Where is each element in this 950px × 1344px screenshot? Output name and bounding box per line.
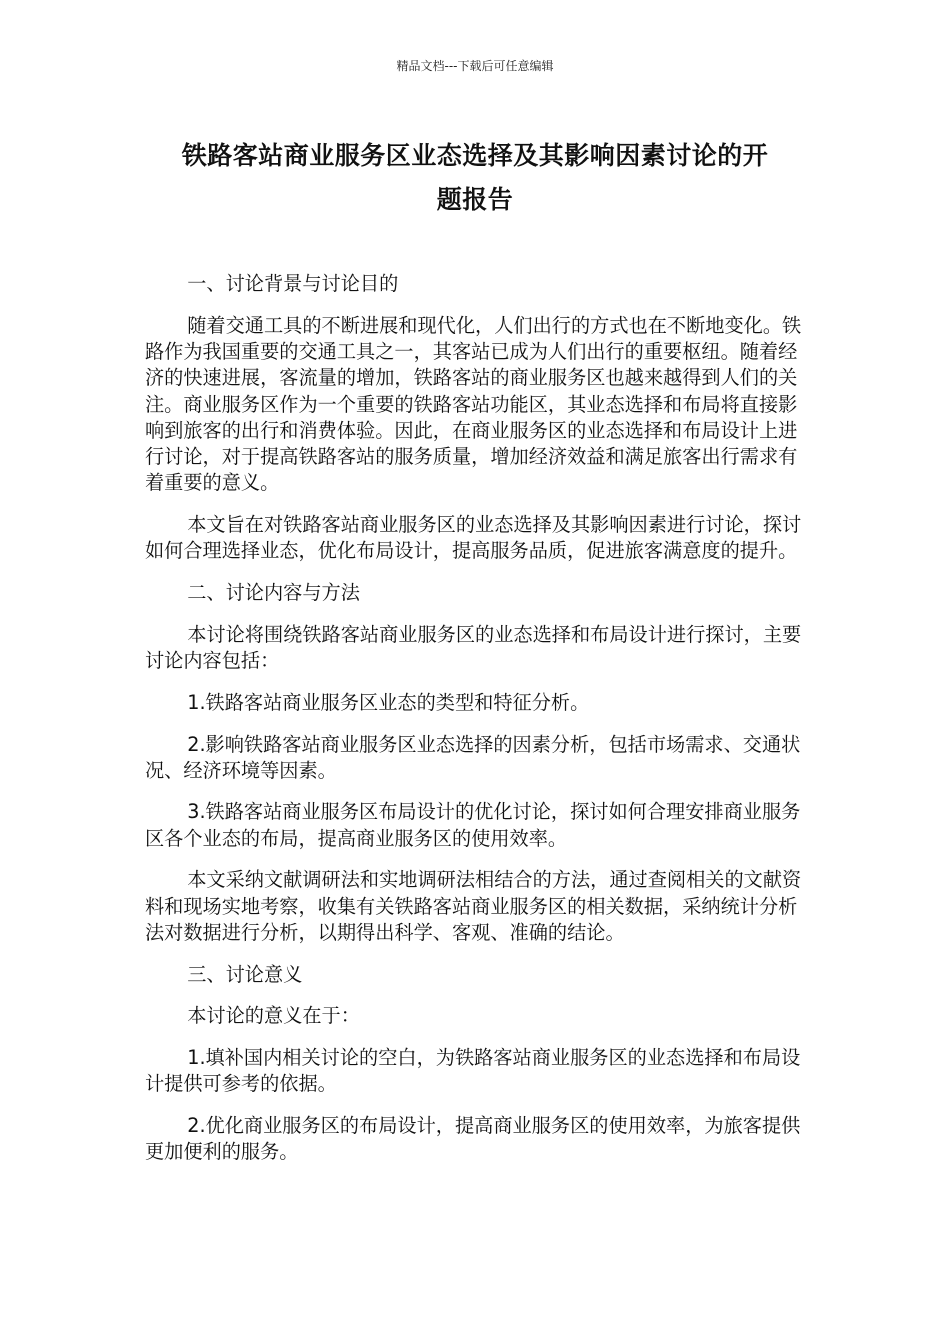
paragraph-significance-intro: 本讨论的意义在于：	[187, 1004, 360, 1028]
paragraph-method: 本文采纳文献调研法和实地调研法相结合的方法，通过查阅相关的文献资料和现场实地考察，收集有关铁路客站商业服务区的相关数据，采纳统计分析法对数据进行分析，以期得出科学、客观、准确的结论。	[145, 868, 802, 945]
list-item-content-3: 3.铁路客站商业服务区布局设计的优化讨论，探讨如何合理安排商业服务区各个业态的布局，提高商业服务区的使用效率。	[145, 800, 801, 850]
document-body	[145, 271, 807, 1181]
page-header: 精品文档---下载后可任意编辑	[396, 59, 554, 73]
section-heading-background: 一、讨论背景与讨论目的	[187, 272, 399, 295]
document-title	[140, 134, 810, 222]
paragraph-background: 随着交通工具的不断进展和现代化，人们出行的方式也在不断地变化。铁路作为我国重要的交通工具之一，其客站已成为人们出行的重要枢纽。随着经济的快速进展，客流量的增加，铁路客站的商业服务区也越来越得到人们的关注。商业服务区作为一个重要的铁路客站功能区，其业态选择和布局将直接影响到旅客的出行和消费体验。因此，在商业服务区的业态选择和布局设计上进行讨论，对于提高铁路客站的服务质量，增加经济效益和满足旅客出行需求有着重要的意义。	[145, 313, 802, 495]
paragraph-purpose: 本文旨在对铁路客站商业服务区的业态选择及其影响因素进行讨论，探讨如何合理选择业态，优化布局设计，提高服务品质，促进旅客满意度的提升。	[145, 513, 802, 563]
title-line-2: 题报告	[436, 185, 514, 214]
list-item-significance-1: 1.填补国内相关讨论的空白，为铁路客站商业服务区的业态选择和布局设计提供可参考的依据。	[145, 1046, 801, 1096]
list-item-content-1: 1.铁路客站商业服务区业态的类型和特征分析。	[187, 690, 590, 714]
paragraph-content-intro: 本讨论将围绕铁路客站商业服务区的业态选择和布局设计进行探讨，主要讨论内容包括：	[145, 622, 802, 673]
title-line-1: 铁路客站商业服务区业态选择及其影响因素讨论的开	[181, 141, 769, 170]
section-heading-content-method: 二、讨论内容与方法	[187, 581, 360, 605]
list-item-significance-2: 2.优化商业服务区的布局设计，提高商业服务区的使用效率，为旅客提供更加便利的服务。	[145, 1114, 801, 1164]
section-heading-significance: 三、讨论意义	[187, 962, 303, 986]
list-item-content-2: 2.影响铁路客站商业服务区业态选择的因素分析，包括市场需求、交通状况、经济环境等因素。	[145, 732, 801, 782]
